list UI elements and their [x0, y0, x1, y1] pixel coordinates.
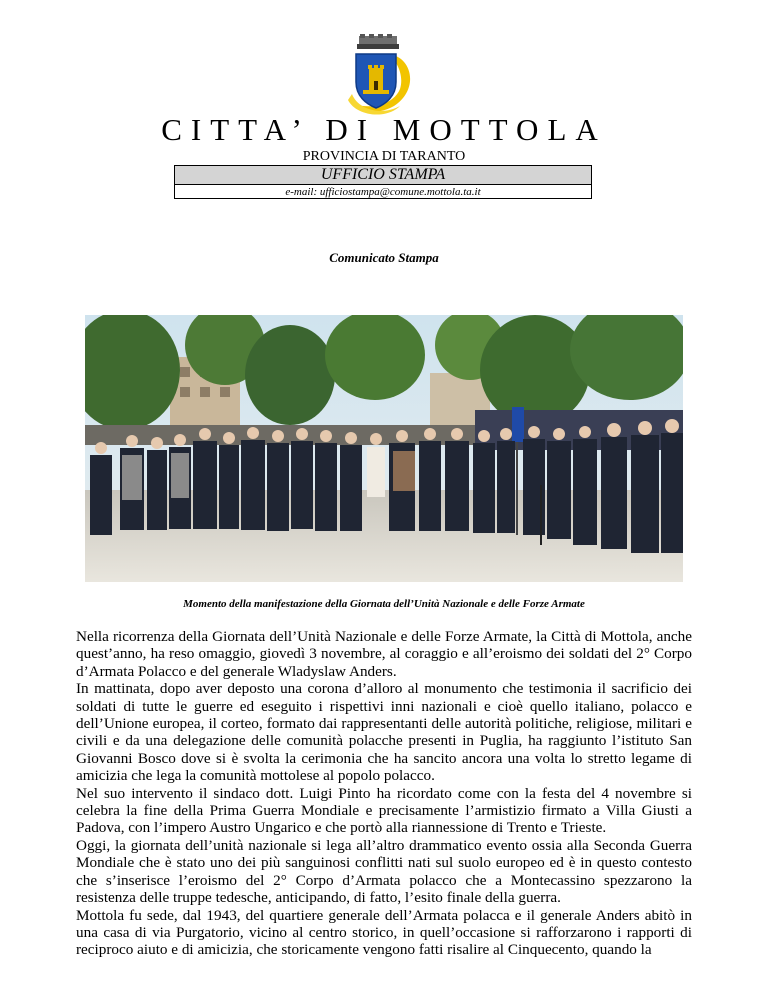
body-paragraph: Nella ricorrenza della Giornata dell’Unità Nazionale e delle Forze Armate, la Città di Mottola, anche quest’anno, ha reso omaggio, giovedì 3 novembre, al coraggio e all’eroismo dei soldati del 2° Corpo d’Armata Polacco e del generale Wladyslaw Anders. — [76, 628, 692, 680]
ceremony-photo-drawing — [85, 315, 683, 582]
body-paragraph: In mattinata, dopo aver deposto una corona d’alloro al monumento che testimonia il sacrificio dei soldati di tutte le guerre ed eseguito i rispettivi inni nazionali e cioè quello italiano, polacco e dell’Unione europea, il corteo, formato dai rappresentanti delle autorità politiche, religiose, militari e civili e da una delegazione delle comunità polacche presenti in Puglia, ha raggiunto l’istituto San Giovanni Bosco dove si è svolta la cerimonia che ha sancito ancora una volta lo stretto legame di amicizia che lega la comunità mottolese al popolo polacco. — [76, 680, 692, 785]
office-box — [174, 165, 592, 199]
body-paragraph: Oggi, la giornata dell’unità nazionale si lega all’altro drammatico evento ossia alla Seconda Guerra Mondiale che è stato uno dei più sanguinosi conflitti nati sul suolo europeo ed è in questo contesto che s’inserisce l’eroismo del 2° Corpo d’Armata polacco che a Montecassino spezzarono la resistenza delle truppe tedesche, anticipando, di fatto, l’esito finale della guerra. — [76, 836, 692, 907]
body-paragraph: Nel suo intervento il sindaco dott. Luigi Pinto ha ricordato come con la festa del 4 novembre si celebra la fine della Prima Guerra Mondiale e precisamente l’armistizio firmato a Villa Giusti a Padova, con l’impero Austro Ungarico e che portò alla riannessione di Trento e Trieste. — [76, 784, 692, 837]
province-label: PROVINCIA DI TARANTO — [302, 149, 466, 164]
photo-caption: Momento della manifestazione della Giornata dell’Unità Nazionale e delle Forze Armate — [183, 598, 585, 610]
body-paragraph: Mottola fu sede, dal 1943, del quartiere generale dell’Armata polacca e il generale Anders abitò in una casa di via Purgatorio, vicino al centro storico, in quell’occasione si rafforzarono i rapporti di reciproco aiuto e di amicizia, che storicamente vengono fatti risalire al Cinquecento, quando la — [76, 906, 692, 959]
ceremony-photo — [85, 315, 683, 582]
press-release-title: Comunicato Stampa — [329, 250, 439, 265]
office-name: UFFICIO STAMPA — [175, 166, 591, 185]
office-email[interactable]: e-mail: ufficiostampa@comune.mottola.ta.it — [285, 186, 481, 198]
city-title: CITTA’ DI MOTTOLA — [161, 112, 607, 147]
press-release-body — [76, 628, 692, 959]
